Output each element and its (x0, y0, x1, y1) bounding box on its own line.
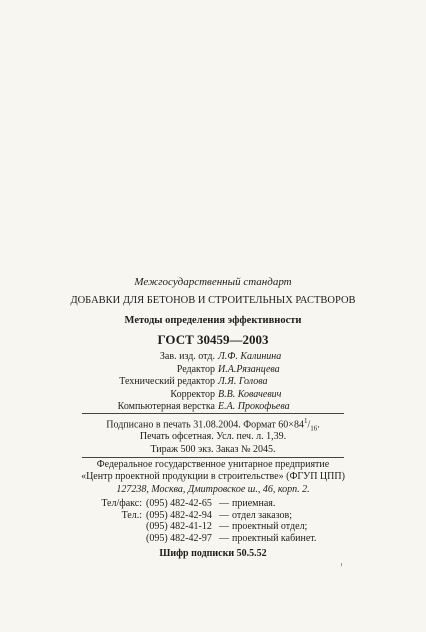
document-code: ГОСТ 30459—2003 (157, 332, 269, 347)
credit-name: Е.А. Прокофьева (218, 401, 290, 412)
credit-row (0, 376, 426, 389)
phone-desc: проектный отдел; (232, 521, 308, 532)
phone-row (82, 510, 316, 522)
print-signed-text: Подписано в печать 31.08.2004. Формат 60×84 (106, 419, 304, 431)
credit-row (0, 351, 426, 364)
phone-number: (095) 482-41-12 (146, 521, 212, 532)
phone-desc: проектный кабинет. (232, 532, 317, 544)
print-run-line: Тираж 500 экз. Заказ № 2045. (150, 444, 276, 455)
phone-dash: — (219, 509, 229, 521)
credit-name: И.А.Рязанцева (218, 363, 280, 375)
phone-label (82, 533, 146, 545)
publisher-line1: Федеральное государственное унитарное предприятие (96, 459, 330, 470)
print-signed-end: . (317, 419, 320, 431)
phone-label: Тел/факс: (101, 498, 142, 509)
phone-number: (095) 482-42-94 (146, 509, 212, 521)
document-kind: Межгосударственный стандарт (134, 276, 292, 288)
phone-dash: — (219, 498, 229, 509)
credit-row (0, 364, 426, 377)
credit-name: В.В. Ковачевич (218, 388, 282, 400)
credit-label: Зав. изд. отд. (159, 351, 215, 362)
phone-list (82, 498, 316, 544)
subscription-cipher: Шифр подписки 50.5.52 (159, 548, 267, 559)
phone-label (82, 521, 146, 533)
credit-name: Л.Я. Голова (218, 376, 268, 387)
credit-label: Технический редактор (119, 376, 215, 387)
document-subtitle: Методы определения эффективности (124, 315, 302, 326)
credit-row (0, 389, 426, 402)
credit-label: Корректор (170, 388, 215, 400)
phone-desc: отдел заказов; (232, 509, 293, 521)
phone-label: Тел.: (121, 509, 142, 521)
phone-dash: — (219, 532, 229, 544)
credits-block (0, 351, 426, 414)
divider-bottom (82, 457, 344, 458)
print-type-line: Печать офсетная. Усл. печ. л. 1,39. (139, 431, 287, 442)
scan-speck (341, 563, 342, 566)
phone-number: (095) 482-42-97 (146, 532, 212, 544)
phone-dash: — (219, 521, 229, 532)
publisher-address: 127238, Москва, Дмитровское ш., 46, корп. 2. (116, 484, 310, 495)
format-denominator: 16 (310, 424, 318, 433)
phone-row (82, 533, 316, 545)
phone-row (82, 521, 316, 533)
phone-number: (095) 482-42-65 (146, 498, 212, 509)
credit-label: Компьютерная верстка (117, 401, 215, 412)
phone-row (82, 498, 316, 510)
credit-label: Редактор (176, 363, 215, 375)
print-signed-line: Подписано в печать 31.08.2004. Формат $60\times 84^1/_{16}$. (106, 417, 320, 433)
phone-desc: приемная. (232, 498, 276, 509)
format-numerator: 1 (303, 417, 308, 425)
divider-top (82, 413, 344, 414)
credit-row (0, 401, 426, 414)
document-title: ДОБАВКИ ДЛЯ БЕТОНОВ И СТРОИТЕЛЬНЫХ РАСТВОРОВ (70, 295, 356, 306)
publisher-line2: «Центр проектной продукции в строительстве» (ФГУП ЦПП) (81, 471, 345, 482)
credit-name: Л.Ф. Калинина (218, 351, 282, 362)
